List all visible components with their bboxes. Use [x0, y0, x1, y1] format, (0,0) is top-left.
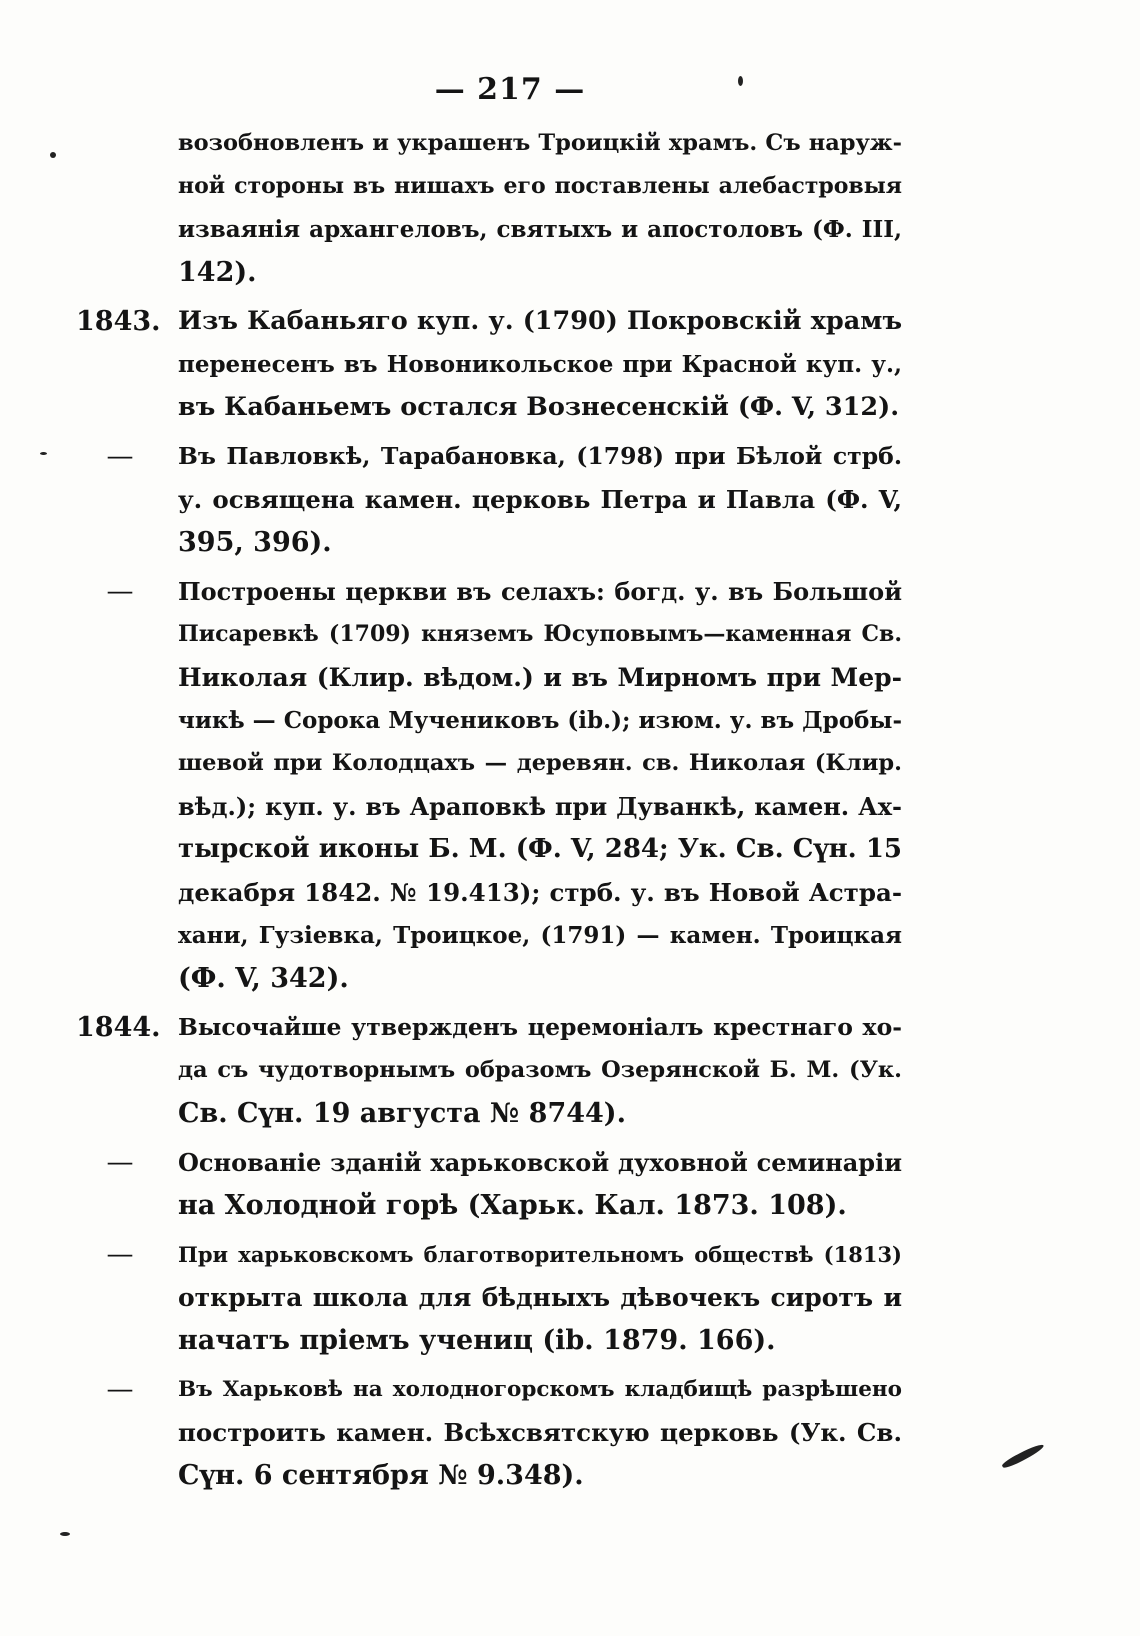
entry-text — [178, 1233, 902, 1362]
text-line: Изъ Кабаньяго куп. у. (1790) Покровскій храмъ — [178, 306, 902, 336]
text-line: въ Кабаньемъ остался Вознесенскій (Ф. V, 312). — [178, 392, 900, 422]
text-line: 395, 396). — [178, 527, 332, 558]
scan-speck — [738, 76, 743, 86]
scan-speck — [50, 152, 56, 158]
chronicle-entry — [0, 1006, 1140, 1135]
text-line: хани, Гузіевка, Троицкое, (1791) — камен. Троицкая — [178, 922, 902, 949]
entry-dash-marker: — — [106, 576, 134, 607]
scan-speck — [60, 1532, 70, 1536]
chronicle-entry — [0, 1141, 1140, 1227]
entry-year: 1843. — [76, 306, 161, 337]
text-line: чикѣ — Сорока Мучениковъ (ib.); изюм. у. въ Дробы- — [178, 707, 902, 734]
entry-text — [178, 300, 902, 429]
text-line: Основаніе зданій харьковской духовной семинаріи — [178, 1148, 902, 1177]
text-line: Николая (Клир. вѣдом.) и въ Мирномъ при Мер- — [178, 663, 902, 692]
text-line: Высочайше утвержденъ церемоніалъ крестнаго хо- — [178, 1013, 902, 1041]
entry-text — [178, 1368, 902, 1497]
text-line: перенесенъ въ Новоникольское при Красной куп. у., — [178, 351, 902, 378]
chronicle-entry — [0, 1233, 1140, 1362]
chronicle-entries — [0, 122, 1140, 1503]
text-line: возобновленъ и украшенъ Троицкій храмъ. Съ наруж- — [178, 130, 902, 156]
text-line: 142). — [178, 257, 257, 288]
text-line: вѣд.); куп. у. въ Араповкѣ при Дуванкѣ, камен. Ах- — [178, 792, 902, 821]
chronicle-entry — [0, 122, 1140, 294]
text-line: открыта школа для бѣдныхъ дѣвочекъ сиротъ и — [178, 1283, 902, 1312]
entry-text — [178, 1141, 902, 1227]
chronicle-entry — [0, 300, 1140, 429]
chronicle-entry — [0, 1368, 1140, 1497]
chronicle-entry — [0, 435, 1140, 564]
text-line: Въ Павловкѣ, Тарабановка, (1798) при Бѣлой стрб. — [178, 442, 902, 470]
page-number: — 217 — — [434, 72, 586, 107]
chronicle-entry — [0, 570, 1140, 1000]
text-line: (Ф. V, 342). — [178, 963, 349, 994]
text-line: построить камен. Всѣхсвятскую церковь (Ук. Св. — [178, 1418, 902, 1447]
scan-speck — [40, 452, 47, 455]
entry-year: 1844. — [76, 1012, 161, 1043]
text-line: декабря 1842. № 19.413); стрб. у. въ Новой Астра- — [178, 878, 902, 907]
text-line: тырской иконы Б. М. (Ф. V, 284; Ук. Св. Сүн. 15 — [178, 834, 902, 864]
entry-text — [178, 1006, 902, 1135]
text-line: Св. Сүн. 19 августа № 8744). — [178, 1098, 626, 1129]
text-line: Въ Харьковѣ на холодногорскомъ кладбищѣ разрѣшено — [178, 1377, 902, 1402]
entry-text — [178, 122, 902, 294]
entry-dash-marker: — — [106, 441, 134, 472]
text-line: у. освящена камен. церковь Петра и Павла (Ф. V, — [178, 485, 902, 514]
entry-dash-marker: — — [106, 1374, 134, 1405]
entry-text — [178, 435, 902, 564]
text-line: на Холодной горѣ (Харьк. Кал. 1873. 108). — [178, 1190, 847, 1221]
text-line: При харьковскомъ благотворительномъ обществѣ (1813) — [178, 1242, 902, 1267]
text-line: Писаревкѣ (1709) княземъ Юсуповымъ—каменная Св. — [178, 621, 902, 647]
text-line: начатъ пріемъ учениц (ib. 1879. 166). — [178, 1325, 776, 1356]
text-line: Сүн. 6 сентября № 9.348). — [178, 1460, 584, 1491]
entry-dash-marker: — — [106, 1239, 134, 1270]
text-line: изваянія архангеловъ, святыхъ и апостоловъ (Ф. III, — [178, 216, 902, 243]
text-line: шевой при Колодцахъ — деревян. св. Николая (Клир. — [178, 750, 902, 776]
text-line: ной стороны въ нишахъ его поставлены алебастровыя — [178, 173, 902, 199]
text-line: да съ чудотворнымъ образомъ Озерянской Б. М. (Ук. — [178, 1057, 902, 1083]
entry-dash-marker: — — [106, 1147, 134, 1178]
entry-text — [178, 570, 902, 1000]
text-line: Построены церкви въ селахъ: богд. у. въ Большой — [178, 577, 902, 606]
